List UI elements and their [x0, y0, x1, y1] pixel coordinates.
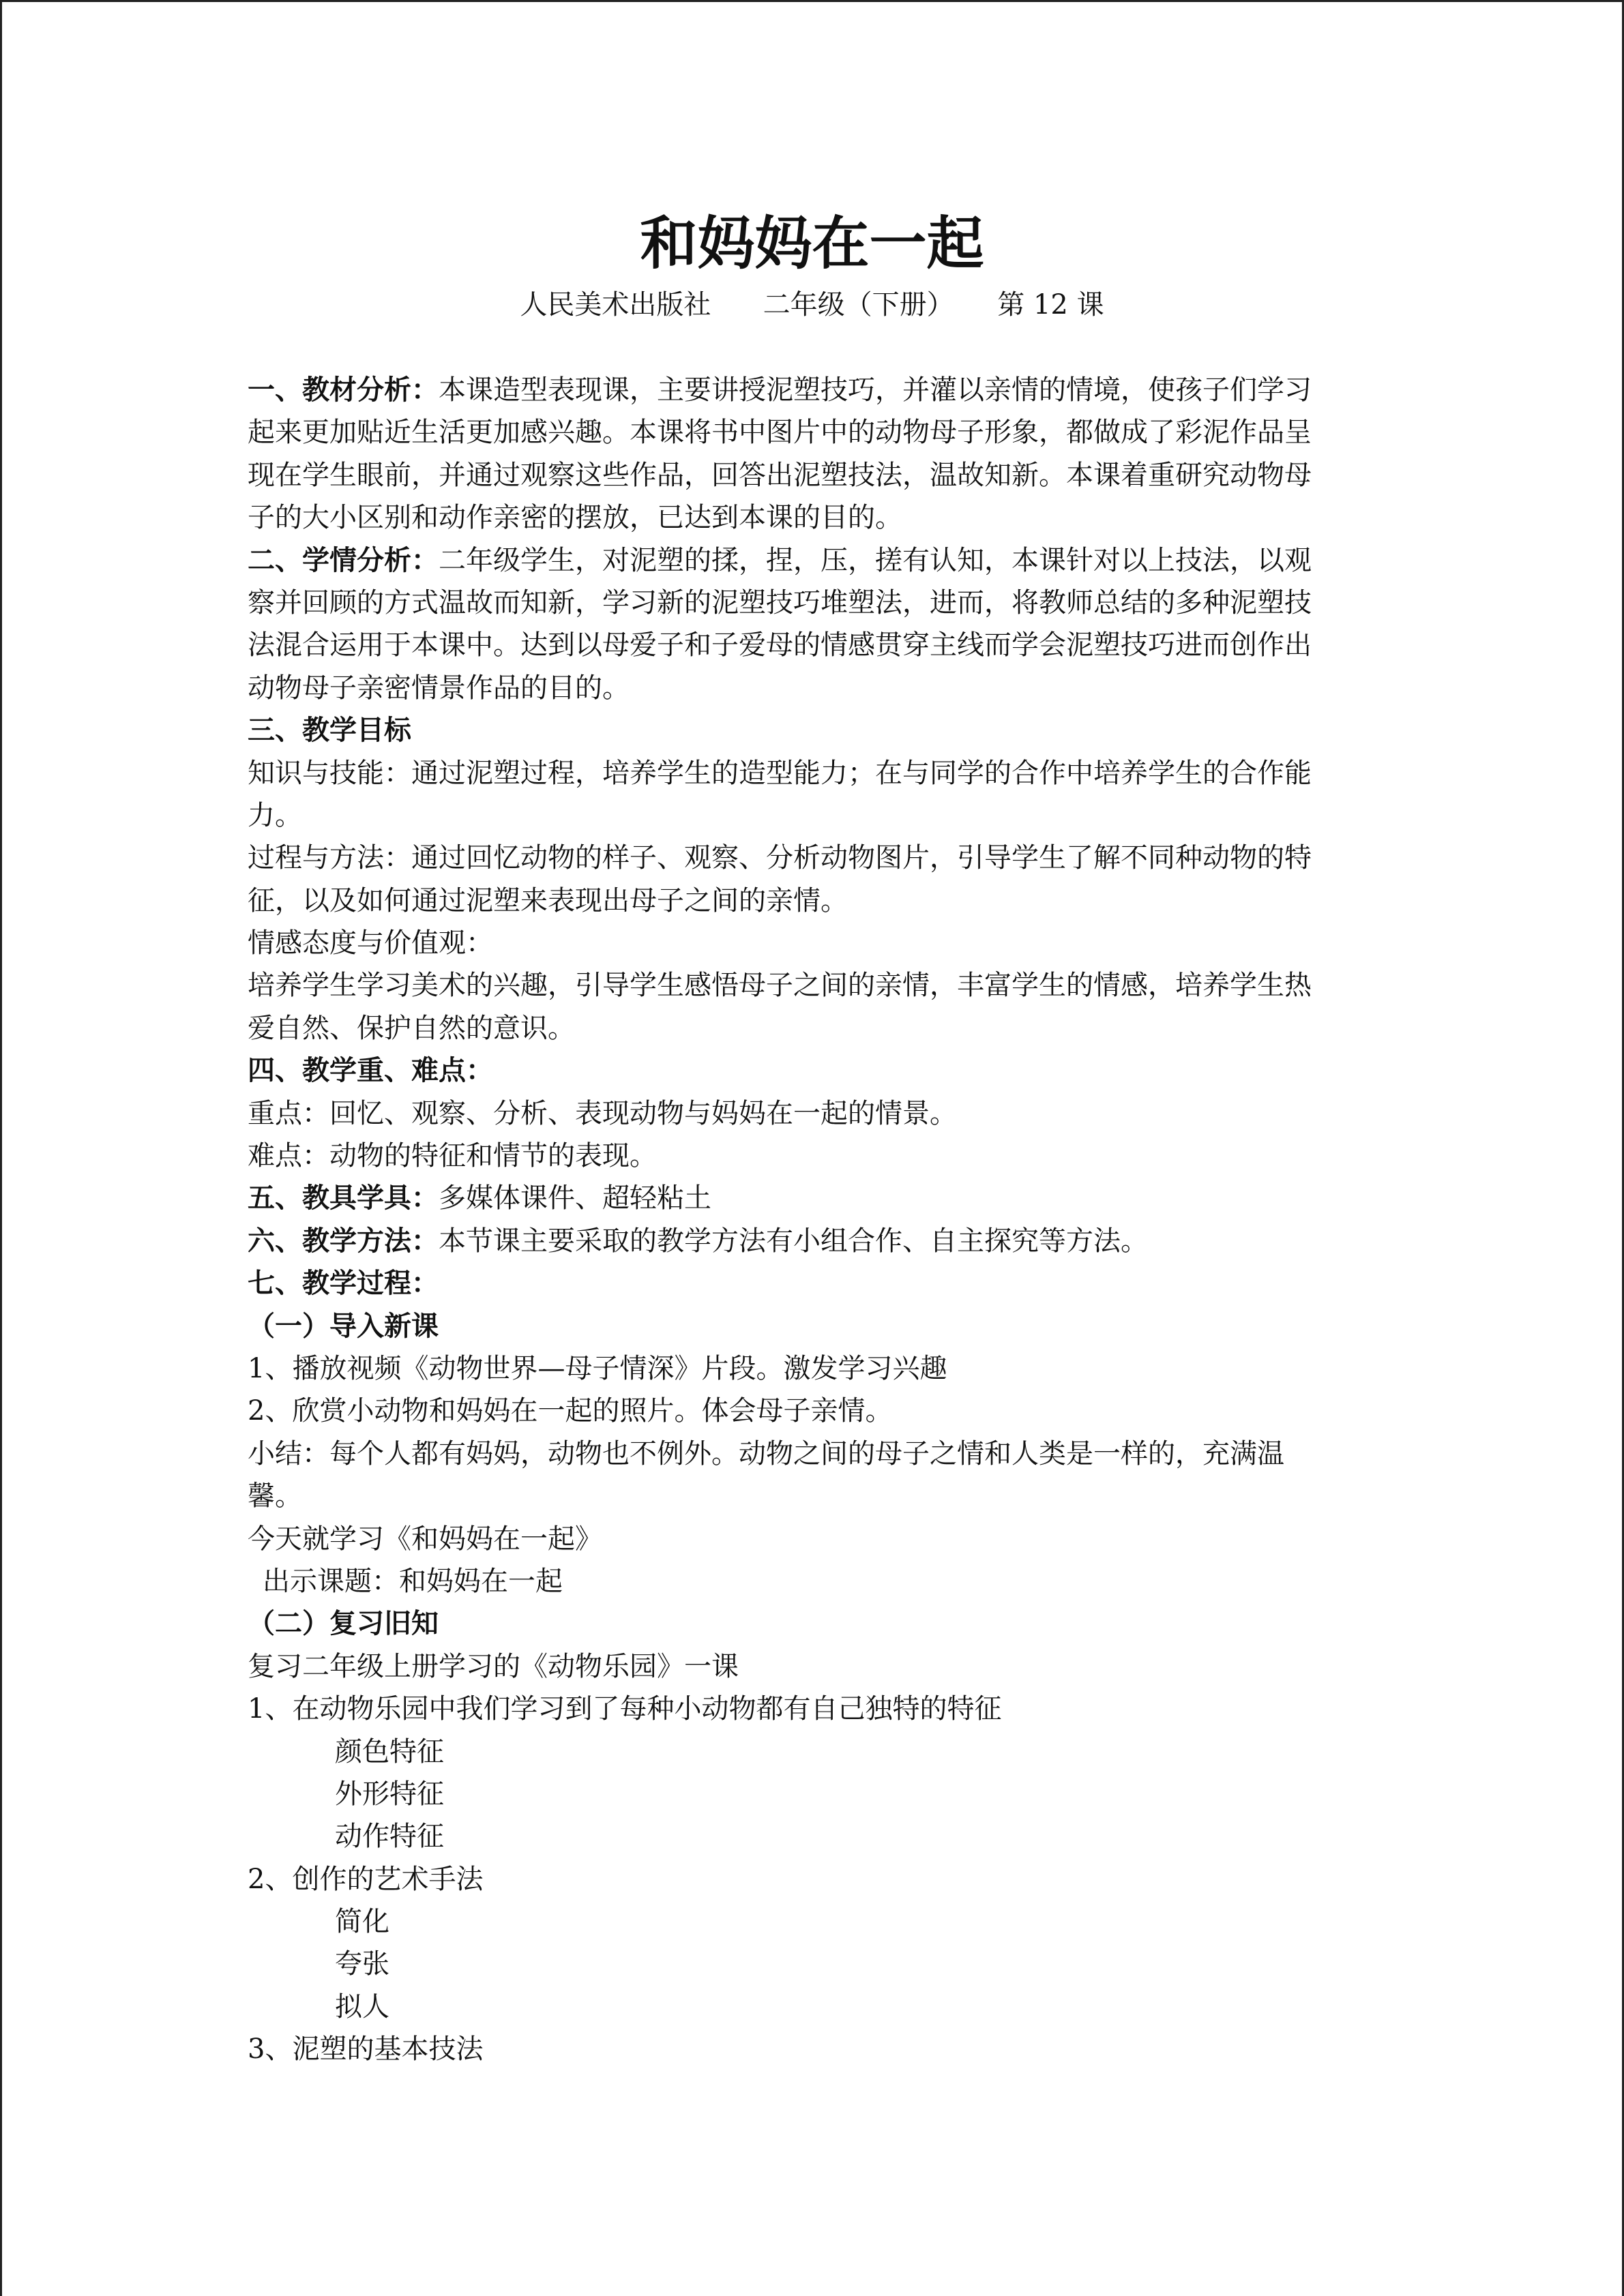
body-line — [248, 1688, 1366, 1730]
line-text: 本节课主要采取的教学方法有小组合作、自主探究等方法。 — [439, 1225, 1148, 1257]
line-text: 外形特征 — [335, 1778, 444, 1810]
body-line — [248, 1305, 1366, 1347]
body-line — [248, 1390, 1366, 1432]
body-line — [248, 1986, 1366, 2028]
line-text: 小结：每个人都有妈妈，动物也不例外。动物之间的母子之情和人类是一样的，充满温 — [248, 1437, 1284, 1470]
line-text: 力。 — [248, 799, 302, 831]
line-text: 拟人 — [335, 1991, 389, 2023]
line-text: 察并回顾的方式温故而知新，学习新的泥塑技巧堆塑法，进而，将教师总结的多种泥塑技 — [248, 586, 1312, 618]
body-line — [248, 667, 1366, 709]
line-text: 简化 — [335, 1906, 389, 1938]
body-line — [248, 709, 1366, 751]
document-body — [248, 369, 1366, 2071]
line-text: 现在学生眼前，并通过观察这些作品，回答出泥塑技法，温故知新。本课着重研究动物母 — [248, 459, 1312, 491]
line-text: 多媒体课件、超轻粘土 — [439, 1182, 711, 1214]
line-text: 1、在动物乐园中我们学习到了每种小动物都有自己独特的特征 — [248, 1693, 1002, 1725]
line-text: 复习二年级上册学习的《动物乐园》一课 — [248, 1650, 739, 1682]
body-line — [248, 1602, 1366, 1645]
line-text: 1、播放视频《动物世界—母子情深》片段。激发学习兴趣 — [248, 1352, 947, 1384]
line-text: 过程与方法：通过回忆动物的样子、观察、分析动物图片，引导学生了解不同种动物的特 — [248, 842, 1312, 874]
section-heading: 一、教材分析： — [248, 374, 439, 406]
body-line — [248, 1731, 1366, 1773]
line-text: 夸张 — [335, 1948, 389, 1980]
body-line — [248, 1943, 1366, 1985]
line-text: 2、创作的艺术手法 — [248, 1863, 484, 1895]
body-line — [248, 922, 1366, 964]
line-text: 颜色特征 — [335, 1735, 444, 1768]
line-text: 馨。 — [248, 1480, 302, 1512]
body-line — [248, 539, 1366, 582]
body-line — [248, 1177, 1366, 1219]
line-text: 二年级学生，对泥塑的揉，捏，压，搓有认知，本课针对以上技法，以观 — [439, 544, 1312, 576]
body-line — [248, 411, 1366, 453]
body-line — [248, 1773, 1366, 1815]
body-line — [248, 1858, 1366, 1900]
line-text: 出示课题：和妈妈在一起 — [263, 1565, 563, 1597]
section-heading: 六、教学方法： — [248, 1224, 439, 1257]
document-subtitle: 人民美术出版社 二年级（下册） 第 12 课 — [520, 289, 1104, 320]
body-line — [248, 2028, 1366, 2070]
section-heading: （二）复习旧知 — [248, 1607, 439, 1640]
body-line — [248, 1007, 1366, 1049]
body-line — [248, 1560, 1366, 1602]
line-text: 3、泥塑的基本技法 — [248, 2033, 484, 2066]
section-heading: 五、教具学具： — [248, 1182, 439, 1214]
line-text: 爱自然、保护自然的意识。 — [248, 1012, 575, 1044]
line-text: 起来更加贴近生活更加感兴趣。本课将书中图片中的动物母子形象，都做成了彩泥作品呈 — [248, 417, 1312, 449]
line-text: 今天就学习《和妈妈在一起》 — [248, 1523, 602, 1555]
body-line — [248, 1092, 1366, 1135]
body-line — [248, 1645, 1366, 1688]
body-line — [248, 1262, 1366, 1304]
body-line — [248, 624, 1366, 666]
line-text: 培养学生学习美术的兴趣，引导学生感悟母子之间的亲情，丰富学生的情感，培养学生热 — [248, 970, 1312, 1002]
body-line — [248, 1518, 1366, 1560]
body-line — [248, 1135, 1366, 1177]
section-heading: （一）导入新课 — [248, 1309, 439, 1342]
line-text: 2、欣赏小动物和妈妈在一起的照片。体会母子亲情。 — [248, 1395, 893, 1427]
section-heading: 四、教学重、难点： — [248, 1054, 493, 1087]
body-line — [248, 1220, 1366, 1262]
line-text: 知识与技能：通过泥塑过程，培养学生的造型能力；在与同学的合作中培养学生的合作能 — [248, 757, 1312, 789]
body-line — [248, 1475, 1366, 1517]
line-text: 子的大小区别和动作亲密的摆放，已达到本课的目的。 — [248, 502, 902, 534]
section-heading: 三、教学目标 — [248, 714, 411, 747]
body-line — [248, 582, 1366, 624]
body-line — [248, 1815, 1366, 1858]
section-heading: 七、教学过程： — [248, 1267, 439, 1300]
line-text: 动作特征 — [335, 1821, 444, 1853]
line-text: 法混合运用于本课中。达到以母爱子和子爱母的情感贯穿主线而学会泥塑技巧进而创作出 — [248, 629, 1312, 661]
body-line — [248, 964, 1366, 1007]
body-line — [248, 752, 1366, 794]
body-line — [248, 496, 1366, 539]
line-text: 情感态度与价值观： — [248, 927, 493, 959]
body-line — [248, 837, 1366, 879]
body-line — [248, 1049, 1366, 1092]
body-line — [248, 1347, 1366, 1390]
line-text: 难点：动物的特征和情节的表现。 — [248, 1140, 657, 1172]
line-text: 征，以及如何通过泥塑来表现出母子之间的亲情。 — [248, 884, 848, 916]
body-line — [248, 794, 1366, 837]
body-line — [248, 1900, 1366, 1943]
body-line — [248, 454, 1366, 496]
line-text: 重点：回忆、观察、分析、表现动物与妈妈在一起的情景。 — [248, 1097, 957, 1129]
document-title: 和妈妈在一起 — [640, 209, 984, 277]
body-line — [248, 1433, 1366, 1475]
body-line — [248, 369, 1366, 411]
section-heading: 二、学情分析： — [248, 543, 439, 576]
body-line — [248, 880, 1366, 922]
line-text: 动物母子亲密情景作品的目的。 — [248, 672, 630, 704]
line-text: 本课造型表现课，主要讲授泥塑技巧，并灌以亲情的情境，使孩子们学习 — [439, 374, 1312, 406]
